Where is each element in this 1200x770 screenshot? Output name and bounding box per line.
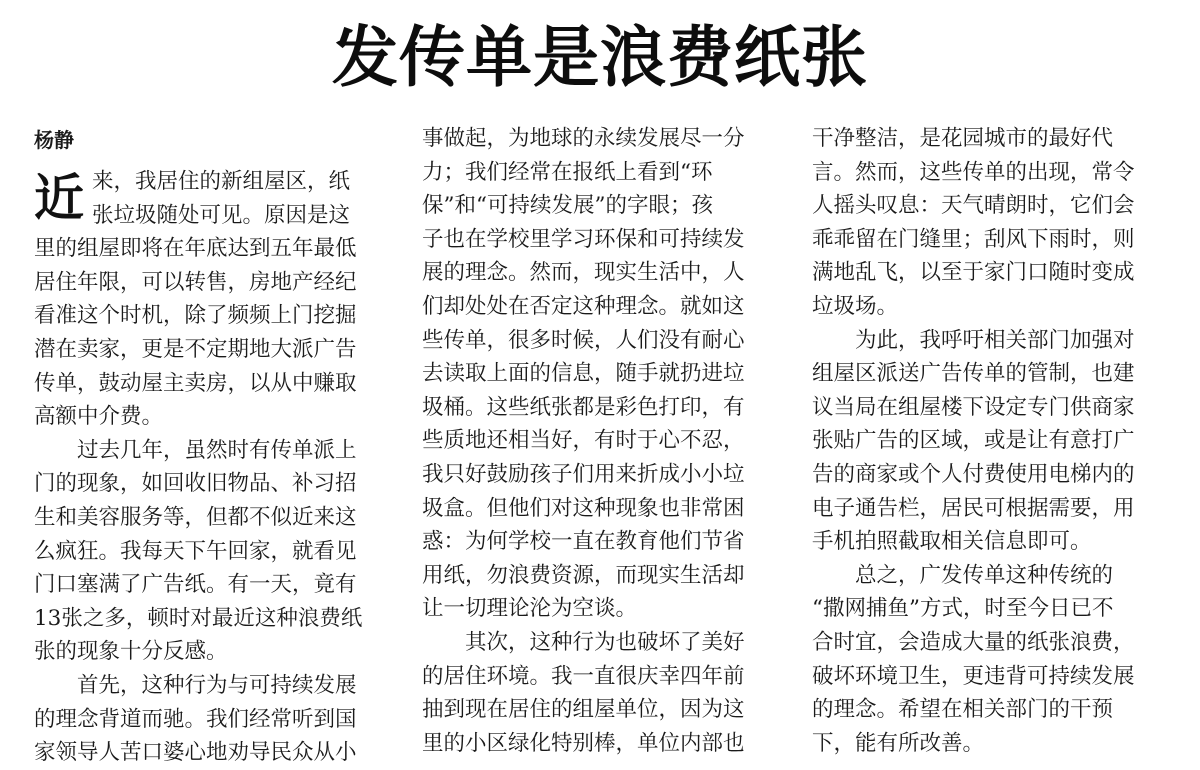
- opening-paragraph: [34, 165, 406, 232]
- text-line: 张贴广告的区域，或是让有意打广: [812, 428, 1135, 454]
- text-line: 13张之多，顿时对最近这种浪费纸: [34, 605, 363, 631]
- text-line: 人摇头叹息：天气晴朗时，它们会: [812, 193, 1135, 219]
- text-line: 的理念背道而驰。我们经常听到国: [34, 706, 357, 732]
- text-line: 们却处处在否定这种理念。就如这: [422, 293, 745, 319]
- text-line: 力；我们经常在报纸上看到“环: [422, 159, 713, 185]
- text-line: 惑：为何学校一直在教育他们节省: [422, 529, 745, 555]
- text-line: 门的现象，如回收旧物品、补习招: [34, 471, 357, 497]
- text-line: 圾盒。但他们对这种现象也非常困: [422, 495, 745, 521]
- column-1: [34, 125, 406, 770]
- text-line: 让一切理论沦为空谈。: [422, 596, 638, 622]
- text-line: 告的商家或个人付费使用电梯内的: [812, 461, 1135, 487]
- headline: 发传单是浪费纸张: [332, 19, 868, 96]
- text-line: 手机拍照截取相关信息即可。: [812, 529, 1092, 555]
- text-line: 里的小区绿化特别棒，单位内部也: [422, 730, 745, 756]
- text-line: 圾桶。这些纸张都是彩色打印，有: [422, 394, 745, 420]
- text-line: 的理念。希望在相关部门的干预: [812, 697, 1114, 723]
- text-line: 电子通告栏，居民可根据需要，用: [812, 495, 1135, 521]
- text-line: 过去几年，虽然时有传单派上: [34, 437, 357, 463]
- text-line: 些传单，很多时候，人们没有耐心: [422, 327, 745, 353]
- text-line: 高额中介费。: [34, 404, 164, 430]
- text-line: 满地乱飞，以至于家门口随时变成: [812, 260, 1135, 286]
- text-line: 抽到现在居住的组屋单位，因为这: [422, 697, 745, 723]
- text-line: 么疯狂。我每天下午回家，就看见: [34, 538, 357, 564]
- text-line: 事做起，为地球的永续发展尽一分: [422, 126, 745, 151]
- text-line: “撒网捕鱼”方式，时至今日已不: [812, 596, 1114, 622]
- text-line: 来，我居住的新组屋区，纸: [92, 169, 351, 194]
- text-line: 合时宜，会造成大量的纸张浪费，: [812, 629, 1135, 655]
- text-line: 些质地还相当好，有时于心不忍，: [422, 428, 745, 454]
- text-line: 的居住环境。我一直很庆幸四年前: [422, 663, 745, 689]
- column-2: [422, 122, 794, 760]
- text-line: 子也在学校里学习环保和可持续发: [422, 226, 745, 252]
- text-line: 传单，鼓动屋主卖房，以从中赚取: [34, 370, 357, 396]
- text-line: 生和美容服务等，但都不似近来这: [34, 504, 357, 530]
- text-line: 干净整洁，是花园城市的最好代: [812, 126, 1114, 151]
- text-line: 居住年限，可以转售，房地产经纪: [34, 269, 357, 295]
- text-line: 其次，这种行为也破坏了美好: [422, 629, 745, 655]
- text-line: 里的组屋即将在年底达到五年最低: [34, 236, 357, 262]
- text-line: 展的理念。然而，现实生活中，人: [422, 260, 745, 286]
- text-line: 张垃圾随处可见。原因是这: [92, 202, 351, 228]
- text-line: 潜在卖家，更是不定期地大派广告: [34, 336, 357, 362]
- text-line: 破坏环境卫生，更违背可持续发展: [812, 663, 1135, 689]
- text-line: 我只好鼓励孩子们用来折成小小垃: [422, 461, 745, 487]
- text-line: 张的现象十分反感。: [34, 639, 228, 665]
- text-line: 议当局在组屋楼下设定专门供商家: [812, 394, 1135, 420]
- text-line: 看准这个时机，除了频频上门挖掘: [34, 303, 357, 329]
- text-line: 去读取上面的信息，随手就扔进垃: [422, 361, 745, 387]
- text-line: 为此，我呼吁相关部门加强对: [812, 327, 1135, 353]
- text-line: 保”和“可持续发展”的字眼；孩: [422, 193, 713, 219]
- drop-cap: 近: [34, 169, 84, 227]
- column-3: [812, 122, 1184, 760]
- text-line: 家领导人苦口婆心地劝导民众从小: [34, 740, 357, 766]
- text-line: 组屋区派送广告传单的管制，也建: [812, 361, 1135, 387]
- text-line: 垃圾场。: [812, 293, 899, 319]
- text-line: 言。然而，这些传单的出现，常令: [812, 159, 1135, 185]
- text-line: 乖乖留在门缝里；刮风下雨时，则: [812, 226, 1135, 252]
- text-line: 总之，广发传单这种传统的: [812, 562, 1114, 588]
- text-line: 用纸，勿浪费资源，而现实生活却: [422, 562, 745, 588]
- text-line: 下，能有所改善。: [812, 730, 985, 756]
- byline: 杨静: [34, 128, 74, 152]
- text-line: 门口塞满了广告纸。有一天，竟有: [34, 572, 357, 598]
- text-line: 首先，这种行为与可持续发展: [34, 672, 357, 698]
